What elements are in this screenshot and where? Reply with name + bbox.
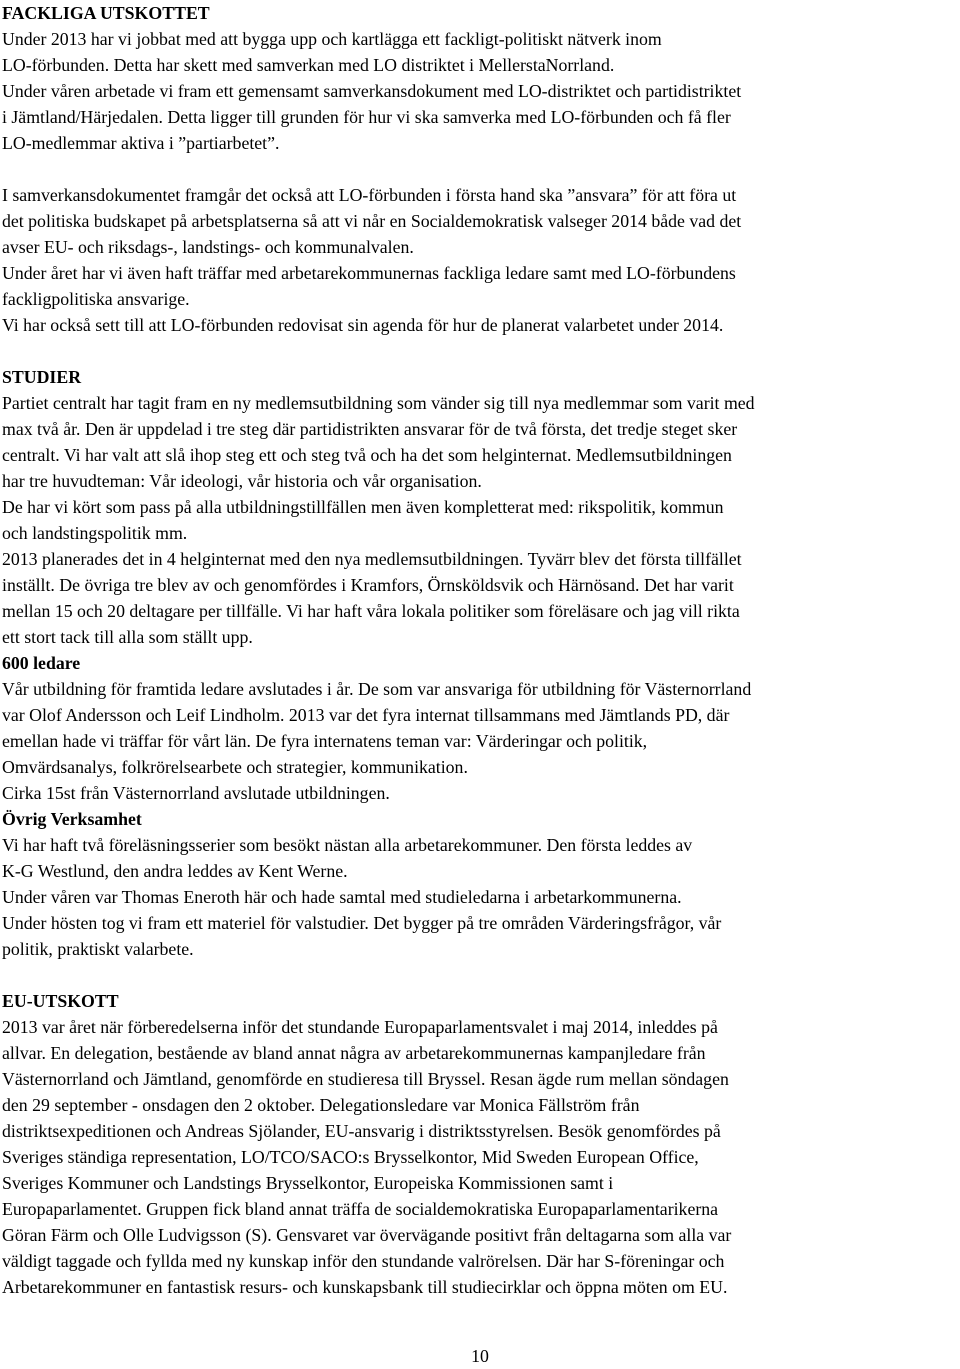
text-line: I samverkansdokumentet framgår det också att LO-förbunden i första hand ska ”ansvara” för att föra ut	[2, 185, 737, 205]
section-studier	[2, 364, 956, 650]
text-line: Under våren var Thomas Eneroth här och hade samtal med studieledarna i arbetarkommunerna.	[2, 887, 682, 907]
text-line: Omvärdsanalys, folkrörelsearbete och strategier, kommunikation.	[2, 757, 468, 777]
text-line: 2013 var året när förberedelserna inför det stundande Europaparlamentsvalet i maj 2014, inleddes på	[2, 1017, 718, 1037]
paragraph	[2, 1014, 956, 1300]
text-line: Arbetarekommuner en fantastisk resurs- och kunskapsbank till studiecirklar och öppna möten om EU.	[2, 1277, 728, 1297]
paragraph	[2, 832, 956, 962]
text-line: var Olof Andersson och Leif Lindholm. 2013 var det fyra internat tillsammans med Jämtlands PD, där	[2, 705, 730, 725]
text-line: fackligpolitiska ansvarige.	[2, 289, 190, 309]
text-line: Göran Färm och Olle Ludvigsson (S). Gensvaret var övervägande positivt från deltagarna som alla var	[2, 1225, 732, 1245]
text-line: Vi har haft två föreläsningsserier som besökt nästan alla arbetarekommuner. Den första leddes av	[2, 835, 693, 855]
text-line: det politiska budskapet på arbetsplatserna så att vi når en Socialdemokratisk valseger 2014 både vad det	[2, 211, 742, 231]
text-line: emellan hade vi träffar för vårt län. De fyra internatens teman var: Värderingar och politik,	[2, 731, 648, 751]
section-ovrig-verksamhet	[2, 806, 956, 962]
text-line: avser EU- och riksdags-, landstings- och kommunalvalen.	[2, 237, 414, 257]
section-heading: STUDIER	[2, 367, 82, 387]
text-line: väldigt taggade och fyllda med ny kunskap inför den stundande valrörelsen. Där har S-föreningar och	[2, 1251, 725, 1271]
text-line: centralt. Vi har valt att slå ihop steg ett och steg två och ha det som helginternat. Medlemsutbildningen	[2, 445, 732, 465]
paragraph	[2, 182, 956, 338]
text-line: Europaparlamentet. Gruppen fick bland annat träffa de socialdemokratiska Europaparlamentarikerna	[2, 1199, 719, 1219]
text-line: Vi har också sett till att LO-förbunden redovisat sin agenda för hur de planerat valarbetet under 2014.	[2, 315, 724, 335]
section-600-ledare	[2, 650, 956, 806]
paragraph-gap	[2, 156, 956, 182]
text-line: Under hösten tog vi fram ett materiel för valstudier. Det bygger på tre områden Värderingsfrågor, vår	[2, 913, 722, 933]
paragraph	[2, 26, 956, 156]
text-line: Under våren arbetade vi fram ett gemensamt samverkansdokument med LO-distriktet och partidistriktet	[2, 81, 742, 101]
section-eu-utskott	[2, 988, 956, 1300]
text-line: Under 2013 har vi jobbat med att bygga upp och kartlägga ett fackligt-politiskt nätverk inom	[2, 29, 662, 49]
text-line: De har vi kört som pass på alla utbildningstillfällen men även kompletterat med: rikspolitik, kommun	[2, 497, 724, 517]
text-line: distriktsexpeditionen och Andreas Sjölander, EU-ansvarig i distriktsstyrelsen. Besök genomfördes på	[2, 1121, 721, 1141]
text-line: LO-förbunden. Detta har skett med samverkan med LO distriktet i MellerstaNorrland.	[2, 55, 615, 75]
section-gap	[2, 962, 956, 988]
section-heading: 600 ledare	[2, 653, 81, 673]
text-line: Sveriges Kommuner och Landstings Brysselkontor, Europeiska Kommissionen samt i	[2, 1173, 614, 1193]
paragraph	[2, 676, 956, 806]
text-line: har tre huvudteman: Vår ideologi, vår historia och vår organisation.	[2, 471, 482, 491]
text-line: allvar. En delegation, bestående av bland annat några av arbetarekommunernas kampanjledare från	[2, 1043, 706, 1063]
text-line: LO-medlemmar aktiva i ”partiarbetet”.	[2, 133, 280, 153]
text-line: 2013 planerades det in 4 helginternat med den nya medlemsutbildningen. Tyvärr blev det första tillfället	[2, 549, 742, 569]
text-line: Sveriges ständiga representation, LO/TCO/SACO:s Brysselkontor, Mid Sweden European Office,	[2, 1147, 699, 1167]
text-line: K-G Westlund, den andra leddes av Kent Werne.	[2, 861, 348, 881]
text-line: inställt. De övriga tre blev av och genomfördes i Kramfors, Örnsköldsvik och Härnösand. Det har varit	[2, 575, 734, 595]
text-line: den 29 september - onsdagen den 2 oktober. Delegationsledare var Monica Fällström från	[2, 1095, 640, 1115]
section-gap	[2, 338, 956, 364]
document-page	[2, 0, 956, 1300]
section-heading: Övrig Verksamhet	[2, 809, 142, 829]
text-line: ett stort tack till alla som ställt upp.	[2, 627, 253, 647]
text-line: Under året har vi även haft träffar med arbetarekommunernas fackliga ledare samt med LO-förbundens	[2, 263, 736, 283]
text-line: Partiet centralt har tagit fram en ny medlemsutbildning som vänder sig till nya medlemmar som varit med	[2, 393, 755, 413]
text-line: Vår utbildning för framtida ledare avslutades i år. De som var ansvariga för utbildning för Västernorrland	[2, 679, 752, 699]
section-fackliga-utskottet	[2, 0, 956, 338]
paragraph	[2, 390, 956, 650]
section-heading: FACKLIGA UTSKOTTET	[2, 3, 210, 23]
page-number: 10	[471, 1346, 489, 1366]
text-line: Västernorrland och Jämtland, genomförde en studieresa till Bryssel. Resan ägde rum mellan söndagen	[2, 1069, 729, 1089]
text-line: mellan 15 och 20 deltagare per tillfälle. Vi har haft våra lokala politiker som föreläsare och jag vill rikta	[2, 601, 740, 621]
text-line: och landstingspolitik mm.	[2, 523, 188, 543]
section-heading: EU-UTSKOTT	[2, 991, 119, 1011]
text-line: politik, praktiskt valarbete.	[2, 939, 194, 959]
text-line: i Jämtland/Härjedalen. Detta ligger till grunden för hur vi ska samverka med LO-förbunden och få fler	[2, 107, 731, 127]
text-line: max två år. Den är uppdelad i tre steg där partidistrikten ansvarar för de två första, det tredje steget sker	[2, 419, 738, 439]
text-line: Cirka 15st från Västernorrland avslutade utbildningen.	[2, 783, 390, 803]
